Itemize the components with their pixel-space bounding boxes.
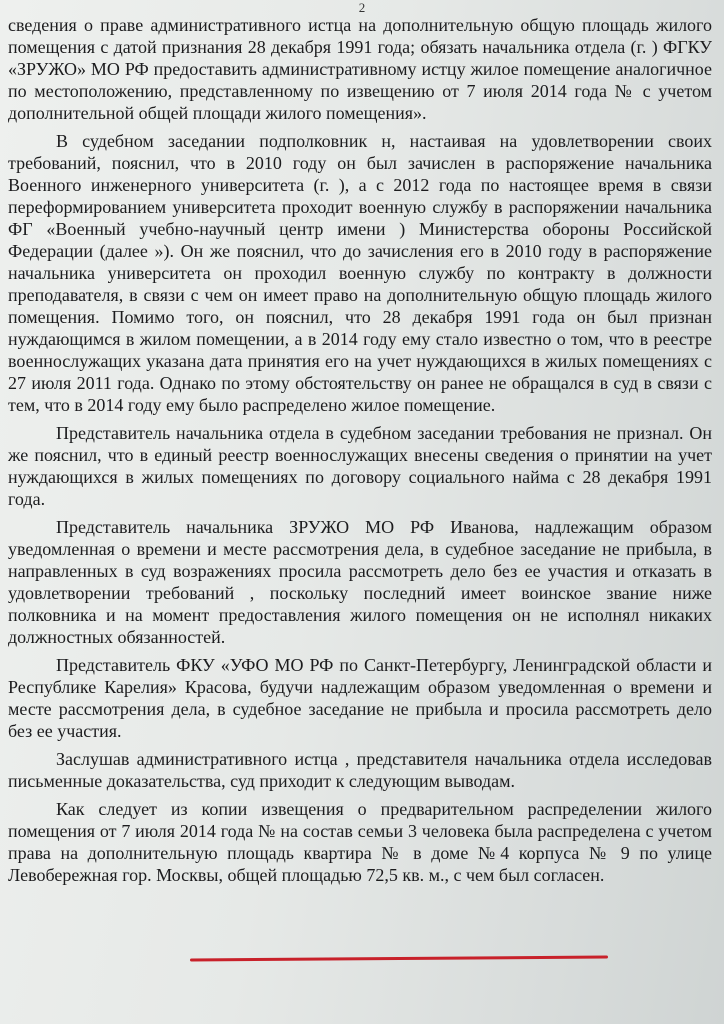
paragraph-4: Представитель начальника ЗРУЖО МО РФ Иванова, надлежащим образом уведомленная о времени и месте рассмотрения дела, в судебное заседание не прибыла, в направленных в суд возражениях просила рассмотреть дело без ее участия и отказать в удовлетворении требований , поскольку последний имеет воинское звание ниже полковника и на момент предоставления жилого помещения он не исполнял никаких должностных обязанностей. xyxy=(8,517,712,647)
paragraph-5: Представитель ФКУ «УФО МО РФ по Санкт-Петербургу, Ленинградской области и Республике Карелия» Красова, будучи надлежащим образом уведомленная о времени и месте рассмотрения дела, в судебное заседание не прибыла и просила рассмотреть дело без ее участия. xyxy=(8,655,712,741)
red-pen-underline xyxy=(190,956,608,962)
paragraph-7: Как следует из копии извещения о предварительном распределении жилого помещения от 7 июля 2014 года № на состав семьи 3 человека была распределена с учетом права на дополнительную площадь квартира № в доме №4 корпуса № 9 по улице Левобережная гор. Москвы, общей площадью 72,5 кв. м., с чем был согласен. xyxy=(8,799,712,885)
document-body xyxy=(8,14,712,892)
paragraph-3: Представитель начальника отдела в судебном заседании требования не признал. Он же пояснил, что в единый реестр военнослужащих внесены сведения о принятии на учет нуждающихся в жилых помещениях по договору социального найма с 28 декабря 1991 года. xyxy=(8,423,712,509)
paragraph-2: В судебном заседании подполковник н, настаивая на удовлетворении своих требований, пояснил, что в 2010 году он был зачислен в распоряжение начальника Военного инженерного университета (г. ), а с 2012 года по настоящее время в связи переформированием университета проходит военную службу в распоряжении начальника ФГ «Военный учебно-научный центр имени ) Министерства обороны Российской Федерации (далее »). Он же пояснил, что до зачисления его в 2010 году в распоряжение начальника университета он проходил военную службу по контракту в должности преподавателя, в связи с чем он имеет право на дополнительную общую площадь жилого помещения. Помимо того, он пояснил, что 28 декабря 1991 года он был признан нуждающимся в жилом помещении, а в 2014 году ему стало известно о том, что в реестре военнослужащих указана дата принятия его на учет нуждающихся в жилых помещениях с 27 июля 2011 года. Однако по этому обстоятельству он ранее не обращался в суд в связи с тем, что в 2014 году ему было распределено жилое помещение. xyxy=(8,131,712,415)
paragraph-6: Заслушав административного истца , представителя начальника отдела исследовав письменные доказательства, суд приходит к следующим выводам. xyxy=(8,749,712,791)
page-number: 2 xyxy=(358,0,366,15)
paragraph-1: сведения о праве административного истца на дополнительную общую площадь жилого помещения с датой признания 28 декабря 1991 года; обязать начальника отдела (г. ) ФГКУ «ЗРУЖО» МО РФ предоставить административному истцу жилое помещение аналогичное по местоположению, представленному по извещению от 7 июля 2014 года № с учетом дополнительной общей площади жилого помещения». xyxy=(8,15,712,123)
